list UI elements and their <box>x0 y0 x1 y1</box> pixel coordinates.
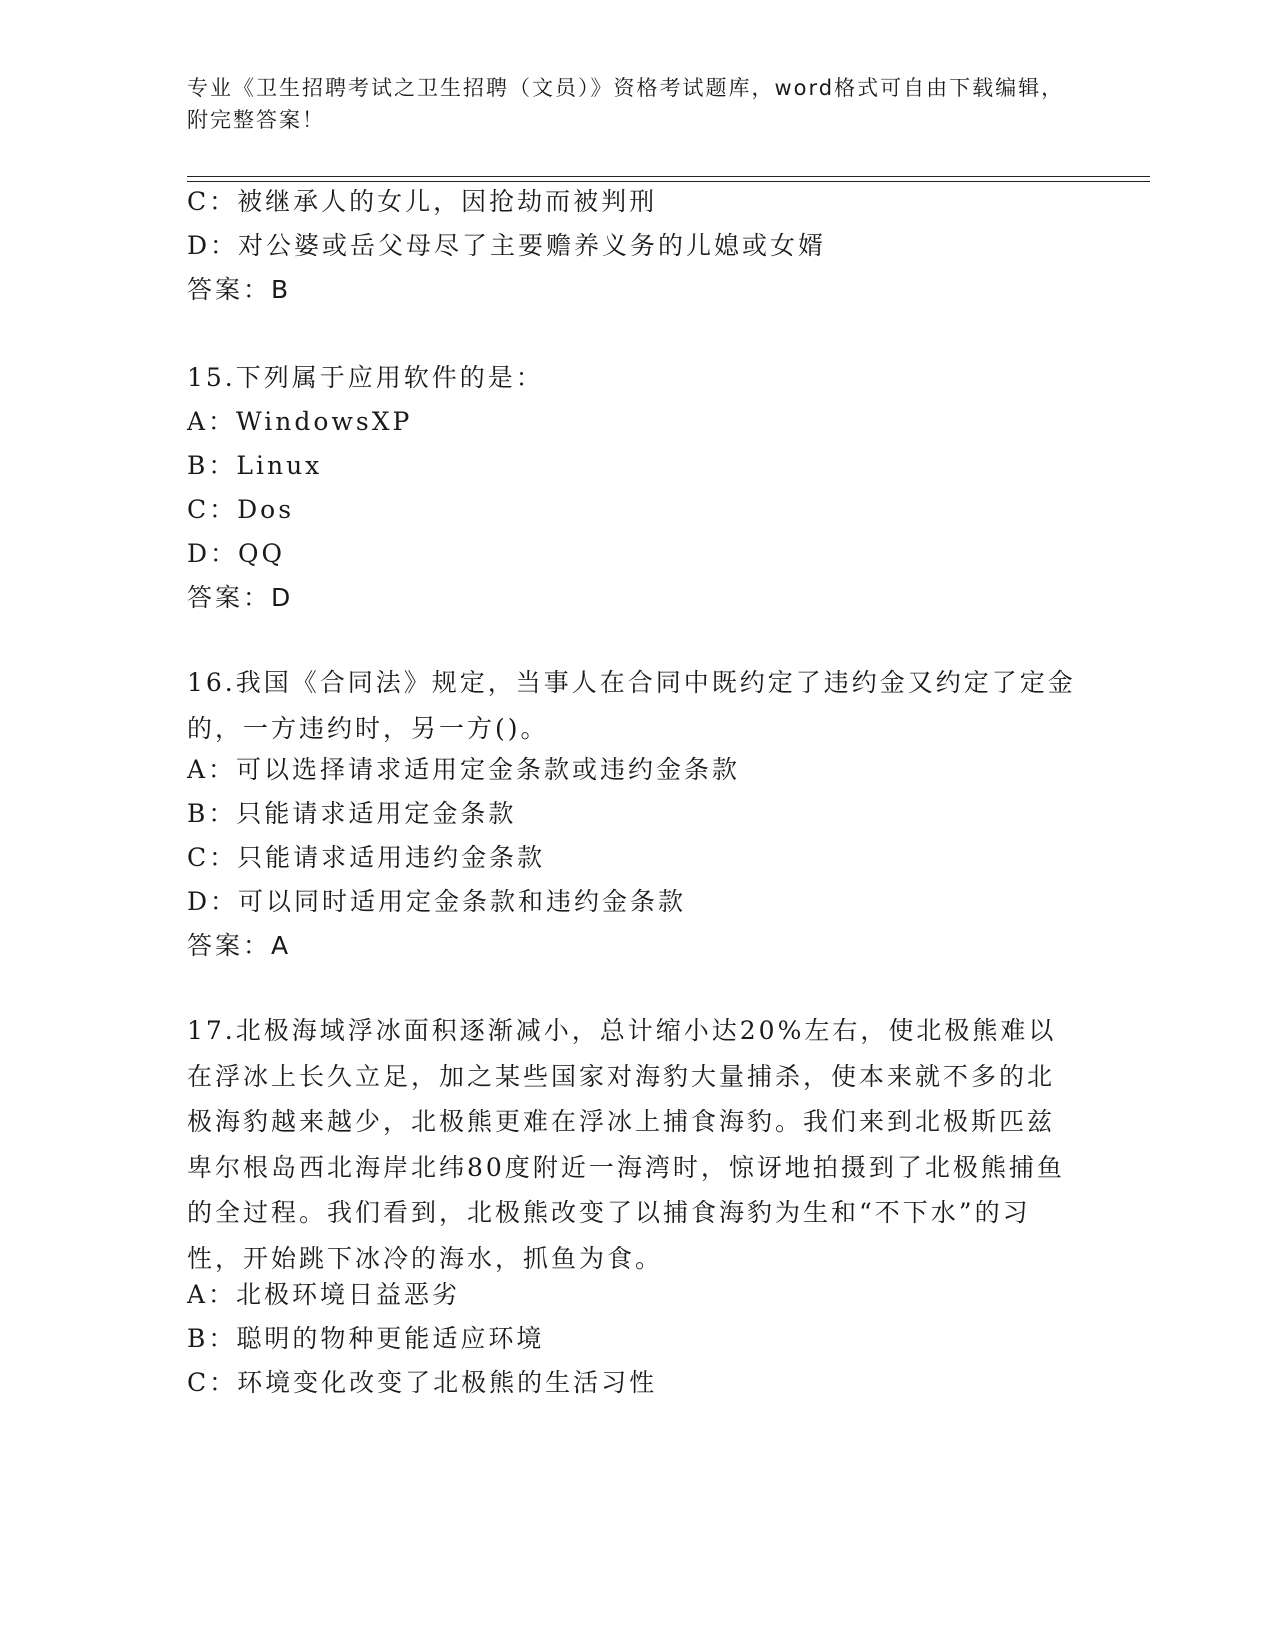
header-divider-top <box>187 176 1150 177</box>
q15-question: 15.下列属于应用软件的是： <box>187 363 544 392</box>
q17-question: 17.北极海域浮冰面积逐渐减小，总计缩小达20%左右，使北极熊难以在浮冰上长久立足，加之某些国家对海豹大量捕杀，使本来就不多的北极海豹越来越少，北极熊更难在浮冰上捕食海豹。我们来到北极斯匹兹卑尔根岛西北海岸北纬80度附近一海湾时，惊讶地拍摄到了北极熊捕鱼的全过程。我们看到，北极熊改变了以捕食海豹为生和“不下水”的习性，开始跳下冰冷的海水，抓鱼为食。 <box>187 1016 1065 1273</box>
q17-option-c: C：环境变化改变了北极熊的生活习性 <box>187 1368 658 1397</box>
q16-option-d: D：可以同时适用定金条款和违约金条款 <box>187 887 687 916</box>
q17-option-a: A：北极环境日益恶劣 <box>187 1280 461 1309</box>
q15-option-a: A：WindowsXP <box>187 407 413 436</box>
q16-option-b: B：只能请求适用定金条款 <box>187 799 517 828</box>
q14-option-c: C：被继承人的女儿，因抢劫而被判刑 <box>187 187 658 216</box>
document-header: 专业《卫生招聘考试之卫生招聘（文员）》资格考试题库，word格式可自由下载编辑，附完整答案！ <box>187 76 1065 132</box>
q14-option-d: D：对公婆或岳父母尽了主要赡养义务的儿媳或女婿 <box>187 231 827 260</box>
q17-option-b: B：聪明的物种更能适应环境 <box>187 1324 545 1353</box>
q16-option-c: C：只能请求适用违约金条款 <box>187 843 546 872</box>
q15-option-d: D：QQ <box>187 539 286 568</box>
q14-answer: 答案：B <box>187 275 292 304</box>
q16-question: 16.我国《合同法》规定，当事人在合同中既约定了违约金又约定了定金的，一方违约时，另一方()。 <box>187 668 1076 743</box>
q16-option-a: A：可以选择请求适用定金条款或违约金条款 <box>187 755 741 784</box>
q16-answer: 答案：A <box>187 931 292 960</box>
q15-option-c: C：Dos <box>187 495 295 524</box>
q15-answer: 答案：D <box>187 583 294 612</box>
header-divider-bottom <box>187 181 1150 182</box>
q15-option-b: B：Linux <box>187 451 323 480</box>
